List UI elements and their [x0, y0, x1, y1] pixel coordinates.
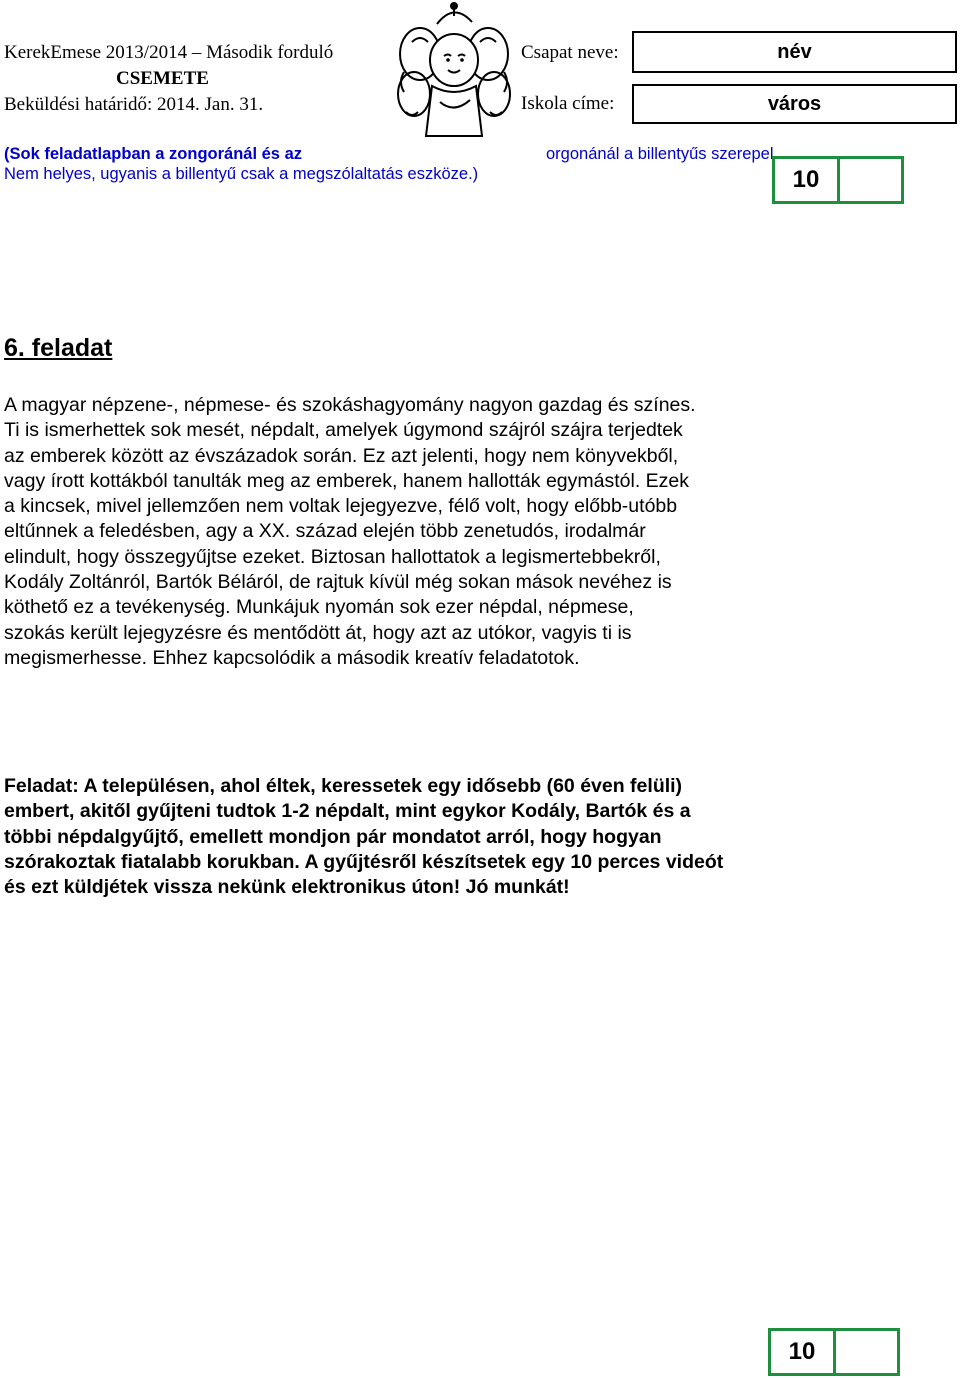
school-address-label: Iskola címe:	[521, 93, 615, 114]
category-label: CSEMETE	[116, 68, 209, 89]
intro-line: szokás került lejegyzésre és mentődött át, hogy azt az utókor, vagyis ti is	[4, 621, 632, 644]
note-line2: Nem helyes, ugyanis a billentyű csak a megszólaltatás eszköze.)	[4, 165, 479, 183]
school-address-value: város	[767, 92, 822, 115]
assignment-line: és ezt küldjétek vissza nekünk elektronikus úton! Jó munkát!	[4, 876, 570, 899]
score-box-bottom	[768, 1328, 900, 1376]
score-box-top	[772, 156, 904, 204]
score-earned-field[interactable]	[840, 159, 901, 201]
assignment-line: szórakoztak fiatalabb korukban. A gyűjtésről készítsetek egy 10 perces videót	[4, 850, 724, 873]
assignment-paragraph	[4, 774, 954, 900]
assignment-line: embert, akitől gyűjteni tudtok 1-2 népdalt, mint egykor Kodály, Bartók és a	[4, 800, 691, 823]
task-intro-paragraph	[4, 393, 954, 671]
note-line1-part1: (Sok feladatlapban a zongoránál és az	[4, 145, 302, 163]
intro-line: köthető ez a tevékenység. Munkájuk nyomán sok ezer népdal, népmese,	[4, 596, 634, 619]
note-line1-part2: orgonánál a billentyűs szerepel.	[546, 145, 779, 163]
competition-title: KerekEmese 2013/2014 – Második forduló	[4, 42, 334, 63]
team-name-field[interactable]	[632, 31, 957, 73]
score-earned-field[interactable]	[836, 1331, 897, 1373]
assignment-line: többi népdalgyűjtő, emellett mondjon pár mondatot arról, hogy hogyan	[4, 825, 662, 848]
intro-line: eltűnnek a feledésben, agy a XX. század elején több zenetudós, irodalmár	[4, 520, 646, 543]
intro-line: vagy írott kottákból tanulták meg az emberek, hanem hallották egymástól. Ezek	[4, 469, 690, 492]
intro-line: elindult, hogy összegyűjtse ezeket. Biztosan hallottatok a legismertebbekről,	[4, 545, 661, 568]
score-points: 10	[771, 1331, 836, 1373]
assignment-line: Feladat: A településen, ahol éltek, keressetek egy idősebb (60 éven felüli)	[4, 775, 683, 797]
girl-mascot-logo	[392, 2, 517, 140]
score-points: 10	[775, 159, 840, 201]
task-title: 6. feladat	[4, 334, 113, 362]
intro-line: az emberek között az évszázadok során. Ez azt jelenti, hogy nem könyvekből,	[4, 444, 679, 467]
intro-line: Ti is ismerhettek sok mesét, népdalt, amelyek úgymond szájról szájra terjedtek	[4, 419, 683, 442]
intro-line: a kincsek, mivel jellemzően nem voltak lejegyezve, félő volt, hogy előbb-utóbb	[4, 495, 678, 518]
intro-line: megismerhesse. Ehhez kapcsolódik a második kreatív feladatotok.	[4, 646, 580, 669]
intro-line: Kodály Zoltánról, Bartók Béláról, de rajtuk kívül még sokan mások nevéhez is	[4, 571, 672, 594]
team-name-value: név	[777, 40, 812, 63]
team-name-label: Csapat neve:	[521, 42, 619, 63]
school-address-field[interactable]	[632, 84, 957, 124]
deadline-text: Beküldési határidő: 2014. Jan. 31.	[4, 94, 264, 115]
intro-line: A magyar népzene-, népmese- és szokáshagyomány nagyon gazdag és színes.	[4, 394, 696, 416]
